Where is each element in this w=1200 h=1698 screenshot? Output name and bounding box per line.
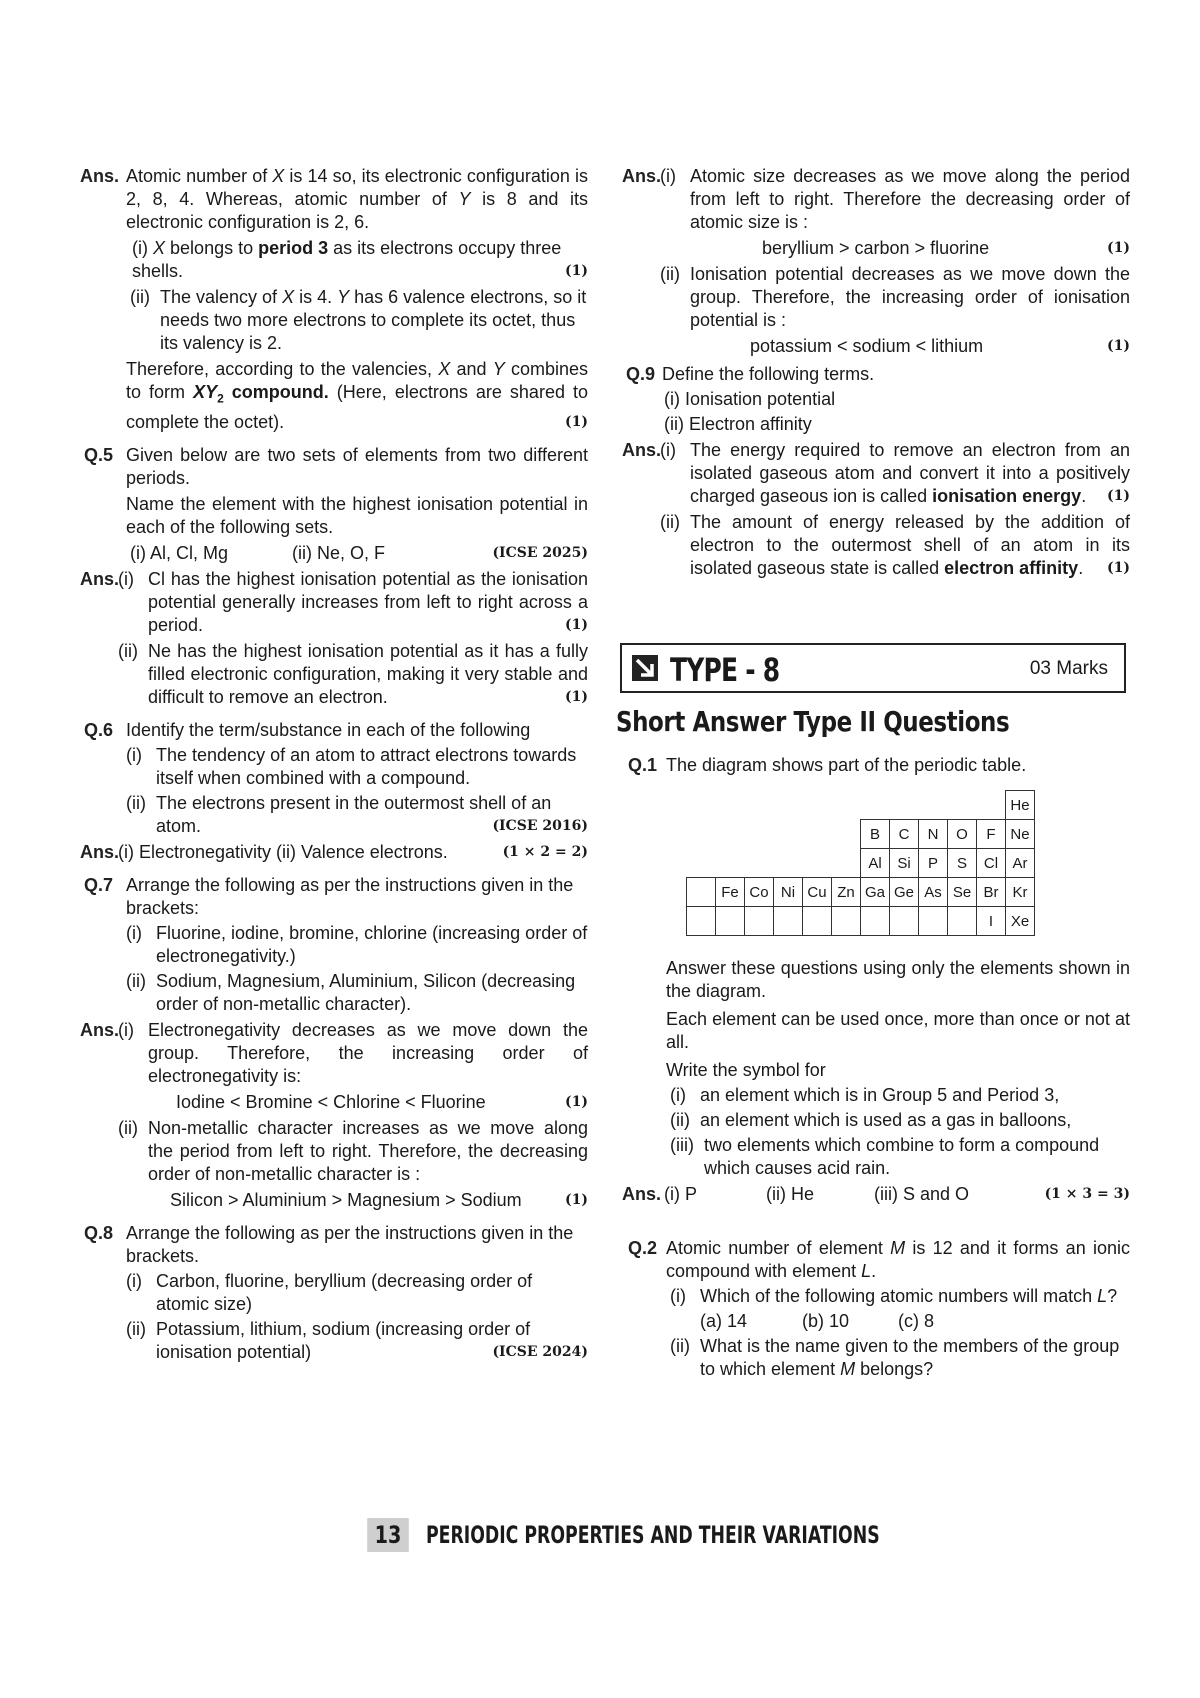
periodic-table-cell [716, 820, 745, 849]
marks-badge: (1) [565, 616, 588, 633]
periodic-table-cell [745, 791, 774, 820]
question-label: Q.7 [84, 874, 114, 895]
question-text: Given below are two sets of elements from two different periods. [126, 444, 588, 488]
periodic-table-cell: Xe [1006, 907, 1035, 936]
periodic-table-cell: Cl [977, 849, 1006, 878]
question-9: Q.9 Define the following terms. (i) Ionisation potential (ii) Electron affinity Ans. (i) The energy required to remove an electron from an isolated gaseous atom and convert it into a positively charged gaseous ion is called ionisation energy. (1) (ii) The amount of energy released by the addition of electron to the outermost shell of an atom in its isolated gaseous state is called electron affinity. (1) [622, 364, 1130, 578]
periodic-table-cell: O [948, 820, 977, 849]
periodic-table-cell: Ni [774, 878, 803, 907]
question-label: Q.6 [84, 719, 114, 740]
periodic-table-cell [774, 849, 803, 878]
periodic-table-row [687, 878, 1035, 907]
periodic-table-row [687, 849, 1035, 878]
periodic-table-cell: Br [977, 878, 1006, 907]
answer-q8: Ans. (i) Atomic size decreases as we move along the period from left to right. Therefore the decreasing order of atomic size is : beryllium > carbon > fluorine (1) (ii) Ionisation potential decreases as we move down the group. Therefore, the increasing order of ionisation potential is : potassium < sodium < lithium (1) [622, 166, 1130, 356]
periodic-table-cell [687, 878, 716, 907]
periodic-table-cell: Si [890, 849, 919, 878]
marks-badge: (1) [1107, 560, 1130, 576]
answer-sub-ii: (ii) The valency of X is 4. Y has 6 valence electrons, so it needs two more electrons to complete its octet, thus its valency is 2. [130, 287, 587, 353]
question-8: Q.8 Arrange the following as per the instructions given in the brackets. (i) Carbon, fluorine, beryllium (decreasing order of atomic size) (ii) Potassium, lithium, sodium (increasing order of ionisation potential) (ICSE 2024) [80, 1222, 588, 1364]
answer-label: Ans. [622, 166, 662, 186]
periodic-table-cell: Se [948, 878, 977, 907]
question-label: Q.8 [84, 1222, 114, 1243]
type-header-box [620, 643, 1126, 693]
answer-label: Ans. [80, 166, 120, 186]
periodic-table-cell [716, 907, 745, 936]
periodic-table-cell: Zn [832, 878, 861, 907]
periodic-table-cell [745, 849, 774, 878]
periodic-table-cell [832, 907, 861, 936]
periodic-table-cell [687, 791, 716, 820]
periodic-table-cell [774, 907, 803, 936]
answer-q5: Ans. (i) Cl has the highest ionisation potential as the ionisation potential generally increases from left to right across a period. (1) (ii) Ne has the highest ionisation potential as it has a fully filled electronic configuration, making it very stable and difficult to remove an electron. (1) [80, 568, 588, 707]
periodic-table-cell: Kr [1006, 878, 1035, 907]
answer-q4 [80, 165, 588, 434]
periodic-table-cell [919, 791, 948, 820]
question-5 [80, 444, 588, 709]
periodic-table-cell: S [948, 849, 977, 878]
periodic-table-diagram [686, 790, 1035, 936]
periodic-table-cell: Ne [1006, 820, 1035, 849]
periodic-table-cell: Ga [861, 878, 890, 907]
marks-badge: (1) [565, 263, 588, 279]
periodic-table-cell: F [977, 820, 1006, 849]
marks-badge: (1) [1107, 240, 1130, 256]
marks-badge: (1) [1107, 488, 1130, 504]
marks-badge: (1 × 3 = 3) [1044, 1186, 1130, 1202]
marks-badge: (1) [565, 1093, 588, 1110]
periodic-table-cell [687, 849, 716, 878]
periodic-table-row [687, 820, 1035, 849]
periodic-table-cell [890, 907, 919, 936]
periodic-table-cell [716, 791, 745, 820]
source-tag: (ICSE 2025) [492, 544, 588, 561]
right-column [622, 165, 1130, 585]
periodic-table-cell [948, 791, 977, 820]
sa-question-2: Q.2 Atomic number of element M is 12 and it forms an ionic compound with element L. (i) Which of the following atomic numbers will match L? (a) 14 (b) 10 (c) 8 (ii) What is the name given to the members of the group to which element M belongs? [628, 1238, 1130, 1379]
answer-q6: Ans. (i) Electronegativity (ii) Valence electrons. (1 × 2 = 2) [80, 841, 588, 862]
periodic-table-cell: Co [745, 878, 774, 907]
type-title: TYPE - 8 [670, 651, 780, 689]
question-text: Define the following terms. [662, 364, 875, 384]
marks-badge: (1) [565, 688, 588, 705]
periodic-table-cell: Ge [890, 878, 919, 907]
type-marks: 03 Marks [1029, 658, 1108, 679]
periodic-table-cell: P [919, 849, 948, 878]
periodic-table-cell [803, 849, 832, 878]
periodic-table-cell [687, 907, 716, 936]
periodic-table-cell [861, 791, 890, 820]
source-tag: (ICSE 2024) [492, 1343, 588, 1360]
sa-question-1-body: Answer these questions using only the elements shown in the diagram. Each element can be used once, more than once or not at all. Write the symbol for (i) an element which is in Group 5 and Period 3, (ii) an element which is used as a gas in balloons, (iii) two elements which combine to form a compound which causes acid rain. Ans. (i) P (ii) He (iii) S and O (1 × 3 = 3) [622, 958, 1130, 1204]
periodic-table-cell: He [1006, 791, 1035, 820]
source-tag: (ICSE 2016) [492, 817, 588, 834]
page-footer [362, 1518, 1056, 1552]
section-title: Short Answer Type II Questions [616, 705, 1010, 738]
periodic-table-cell [977, 791, 1006, 820]
answer-sub-i: (i) X belongs to period 3 as its electrons occupy three shells. (1) [132, 238, 588, 281]
periodic-table-cell: Fe [716, 878, 745, 907]
marks-badge: (1) [1107, 338, 1130, 354]
periodic-table-cell [687, 820, 716, 849]
marks-badge: (1 × 2 = 2) [502, 843, 588, 860]
arrow-icon [632, 655, 658, 681]
periodic-table-cell: Ar [1006, 849, 1035, 878]
periodic-table-cell [716, 849, 745, 878]
periodic-table-cell [745, 820, 774, 849]
chapter-title: PERIODIC PROPERTIES AND THEIR VARIATIONS [426, 1521, 880, 1549]
periodic-table-cell [774, 791, 803, 820]
periodic-table-cell [803, 820, 832, 849]
question-6: Q.6 Identify the term/substance in each of the following (i) The tendency of an atom to attract electrons towards itself when combined with a compound. (ii) The electrons present in the outermost shell of an atom. (ICSE 2016) Ans. (i) Electronegativity (ii) Valence electrons. (1 × 2 = 2) [80, 719, 588, 862]
periodic-table-cell [861, 907, 890, 936]
question-label: Q.5 [84, 444, 114, 465]
periodic-table-row [687, 791, 1035, 820]
question-options: (i) Al, Cl, Mg (ii) Ne, O, F (ICSE 2025) [130, 542, 588, 563]
periodic-table-cell: C [890, 820, 919, 849]
periodic-table-cell [832, 820, 861, 849]
periodic-table-cell [745, 907, 774, 936]
page-number: 13 [367, 1518, 409, 1552]
periodic-table-cell [948, 907, 977, 936]
answer-q7: Ans. (i) Electronegativity decreases as we move down the group. Therefore, the increasing order of electronegativity is: Iodine < Bromine < Chlorine < Fluorine (1) (ii) Non-metallic character increases as we move along the period from left to right. Therefore, the decreasing order of non-metallic character is : Silicon > Aluminium > Magnesium > Sodium (1) [80, 1019, 588, 1210]
sa-question-1: Q.1 The diagram shows part of the periodic table. [628, 755, 1027, 775]
periodic-table-row [687, 907, 1035, 936]
periodic-table-cell: Cu [803, 878, 832, 907]
answer-intro: Atomic number of X is 14 so, its electronic configuration is 2, 8, 4. Whereas, atomic number of Y is 8 and its electronic configuration is 2, 6. [126, 166, 589, 232]
periodic-table-cell [919, 907, 948, 936]
periodic-table-cell: As [919, 878, 948, 907]
answer-sq1: Ans. (i) P (ii) He (iii) S and O (1 × 3 = 3) [622, 1184, 1130, 1204]
marks-badge: (1) [565, 1191, 588, 1208]
question-label: Q.9 [626, 364, 656, 384]
periodic-table-cell [890, 791, 919, 820]
marks-badge: (1) [565, 413, 588, 430]
question-text: Arrange the following as per the instructions given in the brackets. [126, 1222, 574, 1266]
periodic-table-cell [774, 820, 803, 849]
answer-q9: Ans. (i) The energy required to remove an electron from an isolated gaseous atom and convert it into a positively charged gaseous ion is called ionisation energy. (1) (ii) The amount of energy released by the addition of electron to the outermost shell of an atom in its isolated gaseous state is called electron affinity. (1) [622, 440, 1130, 578]
periodic-table-cell: Al [861, 849, 890, 878]
periodic-table-cell: N [919, 820, 948, 849]
question-7: Q.7 Arrange the following as per the instructions given in the brackets: (i) Fluorine, iodine, bromine, chlorine (increasing order of electronegativity.) (ii) Sodium, Magnesium, Aluminium, Silicon (decreasing order of non-metallic character). Ans. (i) Electronegativity decreases as we move down the group. Therefore, the increasing order of electronegativity is: Iodine < Bromine < Chlorine < Fluorine (1) (ii) Non-metallic character increases as we move along the period from left to right. Therefore, the decreasing order of non-metallic character is : Silicon > Aluminium > Magnesium > Sodium (1) [80, 874, 588, 1210]
periodic-table-cell [803, 907, 832, 936]
answer-conclusion: Therefore, according to the valencies, X and Y combines to form $XY_2$ compound. (Here, electrons are shared to complete the octet). (1) [126, 359, 588, 432]
question-text: Arrange the following as per the instructions given in the brackets: [126, 874, 574, 918]
periodic-table-cell [803, 791, 832, 820]
question-text: Name the element with the highest ionisation potential in each of the following sets. [126, 493, 588, 537]
periodic-table-cell: I [977, 907, 1006, 936]
periodic-table-cell [832, 791, 861, 820]
question-text: Identify the term/substance in each of the following [126, 719, 531, 740]
periodic-table-cell [832, 849, 861, 878]
left-column [80, 165, 588, 1369]
periodic-table-cell: B [861, 820, 890, 849]
